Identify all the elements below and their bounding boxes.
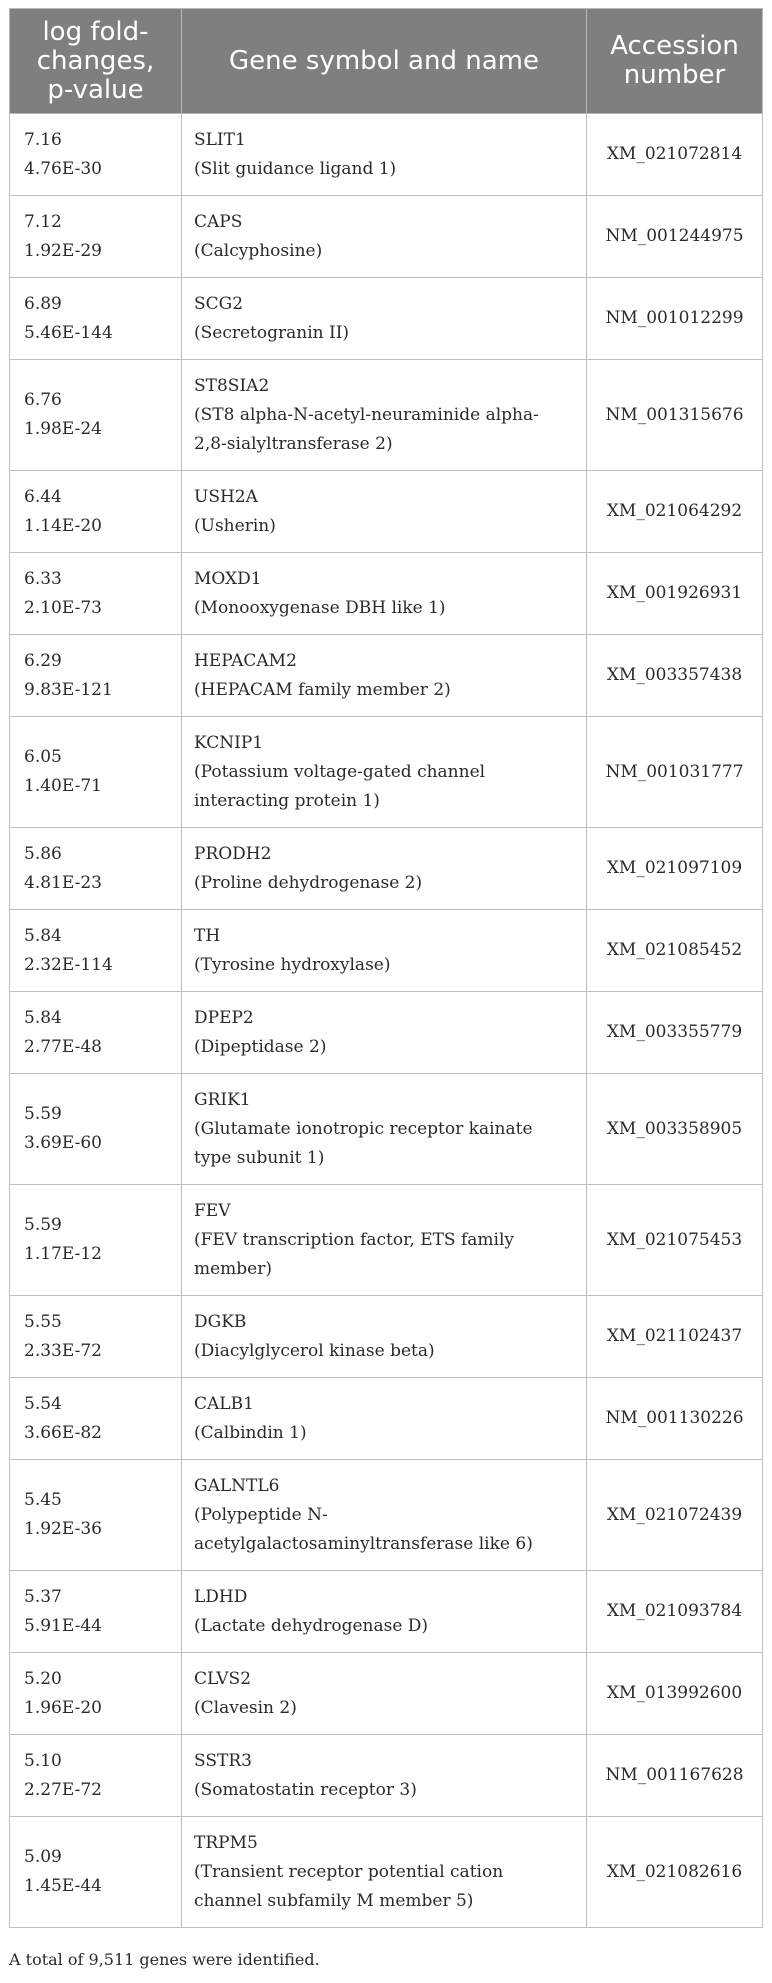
p-value: 1.92E-29	[24, 240, 102, 261]
fold-change-value: 5.45	[24, 1490, 62, 1510]
accession-number: XM_003355779	[587, 992, 763, 1074]
fold-change-cell	[10, 1296, 182, 1378]
gene-name: (Transient receptor potential cation	[194, 1861, 504, 1882]
fold-change-value: 5.84	[24, 925, 62, 946]
accession-number: NM_001244975	[587, 196, 763, 278]
gene-cell	[182, 828, 587, 910]
accession-number: XM_021064292	[587, 471, 763, 553]
p-value: 1.40E-71	[24, 776, 102, 796]
gene-name: (Calcyphosine)	[194, 240, 323, 261]
table-row	[10, 114, 763, 196]
gene-name: member)	[194, 1258, 273, 1279]
gene-symbol: FEV	[194, 1200, 231, 1221]
fold-change-cell	[10, 471, 182, 553]
table-row	[10, 1735, 763, 1817]
gene-name: (Tyrosine hydroxylase)	[194, 954, 391, 975]
p-value: 1.92E-36	[24, 1519, 102, 1539]
table-row	[10, 1817, 763, 1928]
gene-name: (Lactate dehydrogenase D)	[194, 1615, 429, 1636]
fold-change-cell	[10, 717, 182, 828]
gene-symbol: GALNTL6	[194, 1475, 280, 1496]
gene-cell	[182, 1378, 587, 1460]
table-row	[10, 1074, 763, 1185]
fold-change-cell	[10, 1460, 182, 1571]
accession-number: XM_021093784	[587, 1571, 763, 1653]
p-value: 2.10E-73	[24, 597, 102, 618]
fold-change-cell	[10, 196, 182, 278]
table-row	[10, 278, 763, 360]
accession-number: NM_001130226	[587, 1378, 763, 1460]
p-value: 1.45E-44	[24, 1876, 102, 1896]
gene-symbol: TH	[194, 925, 221, 946]
p-value: 5.46E-144	[24, 322, 113, 343]
gene-name: (Proline dehydrogenase 2)	[194, 872, 423, 893]
table-row	[10, 196, 763, 278]
gene-symbol: PRODH2	[194, 843, 272, 864]
gene-symbol: LDHD	[194, 1586, 248, 1607]
table-header	[10, 9, 763, 114]
table-row	[10, 717, 763, 828]
p-value: 4.81E-23	[24, 872, 102, 893]
fold-change-cell	[10, 1653, 182, 1735]
gene-cell	[182, 1817, 587, 1928]
gene-cell	[182, 1460, 587, 1571]
gene-name: (ST8 alpha-N-acetyl-neuraminide alpha-	[194, 404, 539, 425]
gene-cell	[182, 1735, 587, 1817]
gene-symbol: DPEP2	[194, 1007, 254, 1028]
table-row	[10, 360, 763, 471]
fold-change-cell	[10, 360, 182, 471]
fold-change-value: 6.44	[24, 486, 62, 507]
gene-table	[9, 8, 763, 1928]
fold-change-cell	[10, 1817, 182, 1928]
table-row	[10, 1378, 763, 1460]
fold-change-value: 5.20	[24, 1668, 62, 1689]
p-value: 4.76E-30	[24, 158, 102, 179]
p-value: 3.69E-60	[24, 1133, 102, 1153]
fold-change-value: 6.29	[24, 650, 62, 671]
accession-number: XM_021072439	[587, 1460, 763, 1571]
table-row	[10, 553, 763, 635]
gene-name: acetylgalactosaminyltransferase like 6)	[194, 1533, 533, 1554]
p-value: 1.17E-12	[24, 1244, 102, 1264]
gene-cell	[182, 196, 587, 278]
gene-cell	[182, 910, 587, 992]
p-value: 1.98E-24	[24, 419, 102, 439]
gene-name: (Slit guidance ligand 1)	[194, 158, 397, 179]
fold-change-value: 5.09	[24, 1847, 62, 1867]
fold-change-cell	[10, 114, 182, 196]
table-row	[10, 1185, 763, 1296]
fold-change-cell	[10, 1571, 182, 1653]
accession-number: XM_021072814	[587, 114, 763, 196]
gene-name: 2,8-sialyltransferase 2)	[194, 433, 393, 454]
accession-number: XM_021102437	[587, 1296, 763, 1378]
fold-change-cell	[10, 910, 182, 992]
gene-symbol: SCG2	[194, 293, 244, 314]
gene-cell	[182, 635, 587, 717]
accession-number: XM_021082616	[587, 1817, 763, 1928]
gene-symbol: CLVS2	[194, 1668, 252, 1689]
fold-change-value: 7.16	[24, 129, 62, 150]
header-row	[10, 9, 763, 114]
accession-number: NM_001031777	[587, 717, 763, 828]
table-row	[10, 910, 763, 992]
gene-symbol: HEPACAM2	[194, 650, 297, 671]
gene-symbol: SLIT1	[194, 129, 246, 150]
table-row	[10, 828, 763, 910]
gene-name: (FEV transcription factor, ETS family	[194, 1229, 515, 1250]
fold-change-value: 5.86	[24, 843, 62, 864]
fold-change-value: 5.55	[24, 1311, 62, 1332]
table-row	[10, 992, 763, 1074]
fold-change-cell	[10, 1378, 182, 1460]
fold-change-value: 5.37	[24, 1586, 62, 1607]
gene-name: (Diacylglycerol kinase beta)	[194, 1340, 435, 1361]
gene-name: (Somatostatin receptor 3)	[194, 1779, 417, 1800]
gene-symbol: TRPM5	[194, 1832, 258, 1853]
table-row	[10, 471, 763, 553]
fold-change-value: 5.59	[24, 1104, 62, 1124]
table-row	[10, 1296, 763, 1378]
gene-cell	[182, 992, 587, 1074]
fold-change-cell	[10, 1735, 182, 1817]
p-value: 2.33E-72	[24, 1340, 102, 1361]
p-value: 2.77E-48	[24, 1036, 102, 1057]
gene-name: (Potassium voltage-gated channel	[194, 761, 486, 782]
gene-symbol: ST8SIA2	[194, 375, 270, 396]
gene-symbol: MOXD1	[194, 568, 262, 589]
gene-cell	[182, 1571, 587, 1653]
gene-name: (Polypeptide N-	[194, 1504, 328, 1525]
gene-cell	[182, 1185, 587, 1296]
accession-number: NM_001167628	[587, 1735, 763, 1817]
fold-change-value: 6.05	[24, 747, 62, 767]
gene-name: (Clavesin 2)	[194, 1697, 297, 1718]
fold-change-cell	[10, 553, 182, 635]
table-row	[10, 635, 763, 717]
table-footnote: A total of 9,511 genes were identified.	[9, 1950, 320, 1969]
gene-name: (Glutamate ionotropic receptor kainate	[194, 1118, 533, 1139]
accession-number: XM_021085452	[587, 910, 763, 992]
gene-symbol: CAPS	[194, 211, 243, 232]
gene-cell	[182, 114, 587, 196]
fold-change-value: 7.12	[24, 211, 62, 232]
fold-change-value: 5.84	[24, 1007, 62, 1028]
gene-name: channel subfamily M member 5)	[194, 1890, 474, 1911]
header-gene: Gene symbol and name	[182, 9, 587, 114]
gene-symbol: CALB1	[194, 1393, 254, 1414]
p-value: 2.27E-72	[24, 1779, 102, 1800]
table-body	[10, 114, 763, 1928]
accession-number: NM_001315676	[587, 360, 763, 471]
accession-number: NM_001012299	[587, 278, 763, 360]
gene-cell	[182, 1074, 587, 1185]
fold-change-cell	[10, 828, 182, 910]
gene-name: (Dipeptidase 2)	[194, 1036, 327, 1057]
header-fold-change: log fold- changes, p-value	[10, 9, 182, 114]
gene-cell	[182, 1296, 587, 1378]
accession-number: XM_003358905	[587, 1074, 763, 1185]
gene-name: type subunit 1)	[194, 1147, 325, 1168]
gene-name: interacting protein 1)	[194, 790, 380, 811]
gene-symbol: GRIK1	[194, 1089, 251, 1110]
accession-number: XM_013992600	[587, 1653, 763, 1735]
table-row	[10, 1571, 763, 1653]
p-value: 1.14E-20	[24, 515, 102, 536]
gene-cell	[182, 553, 587, 635]
accession-number: XM_001926931	[587, 553, 763, 635]
p-value: 3.66E-82	[24, 1422, 102, 1443]
fold-change-cell	[10, 1185, 182, 1296]
fold-change-value: 5.54	[24, 1393, 62, 1414]
fold-change-value: 6.89	[24, 293, 62, 314]
gene-symbol: DGKB	[194, 1311, 247, 1332]
table-row	[10, 1653, 763, 1735]
fold-change-cell	[10, 635, 182, 717]
p-value: 1.96E-20	[24, 1697, 102, 1718]
fold-change-value: 5.10	[24, 1750, 62, 1771]
gene-cell	[182, 717, 587, 828]
table-row	[10, 1460, 763, 1571]
gene-cell	[182, 360, 587, 471]
header-accession: Accession number	[587, 9, 763, 114]
gene-cell	[182, 1653, 587, 1735]
gene-cell	[182, 471, 587, 553]
fold-change-cell	[10, 992, 182, 1074]
gene-symbol: KCNIP1	[194, 732, 264, 753]
gene-symbol: USH2A	[194, 486, 258, 507]
p-value: 2.32E-114	[24, 954, 113, 975]
fold-change-cell	[10, 1074, 182, 1185]
fold-change-value: 5.59	[24, 1215, 62, 1235]
accession-number: XM_021075453	[587, 1185, 763, 1296]
fold-change-value: 6.33	[24, 568, 62, 589]
gene-name: (Calbindin 1)	[194, 1422, 307, 1443]
gene-name: (Usherin)	[194, 515, 276, 536]
fold-change-cell	[10, 278, 182, 360]
p-value: 5.91E-44	[24, 1615, 102, 1636]
gene-symbol: SSTR3	[194, 1750, 252, 1771]
p-value: 9.83E-121	[24, 679, 113, 700]
gene-cell	[182, 278, 587, 360]
fold-change-value: 6.76	[24, 390, 62, 410]
accession-number: XM_003357438	[587, 635, 763, 717]
gene-name: (Secretogranin II)	[194, 322, 350, 343]
accession-number: XM_021097109	[587, 828, 763, 910]
gene-name: (HEPACAM family member 2)	[194, 679, 451, 700]
gene-name: (Monooxygenase DBH like 1)	[194, 597, 446, 618]
